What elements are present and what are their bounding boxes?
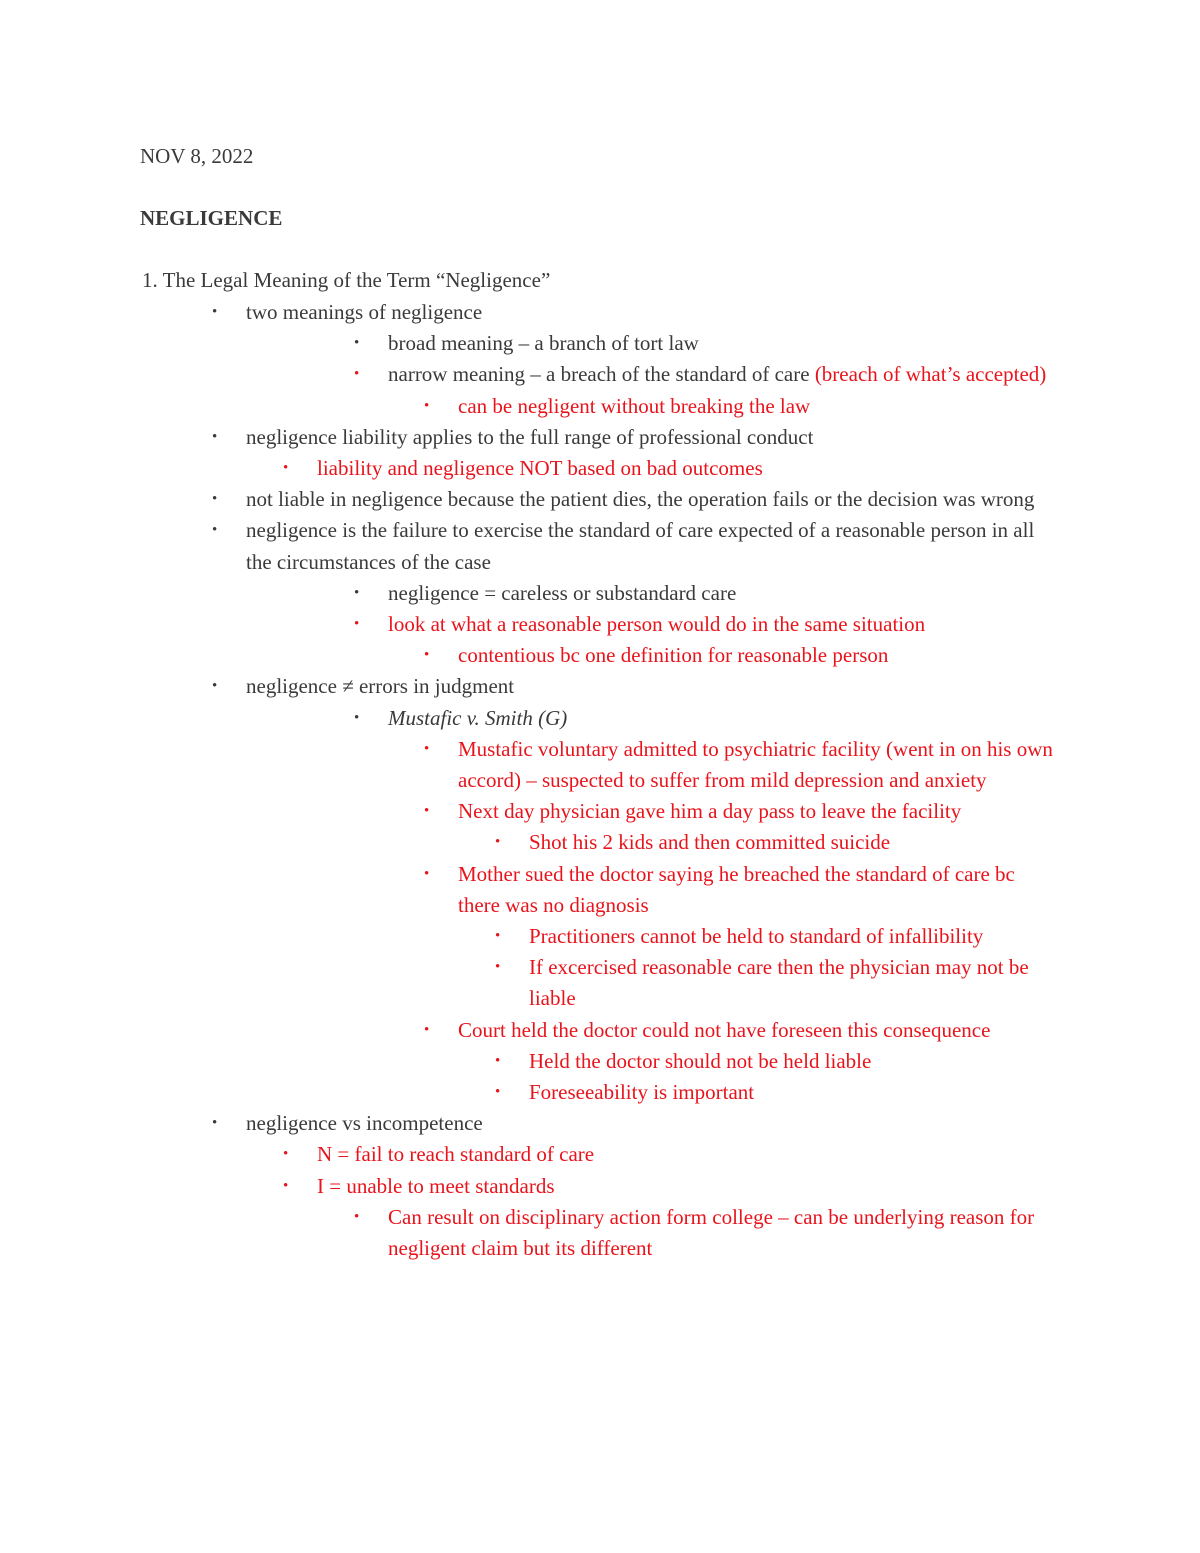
bullet-text: Foreseeability is important — [529, 1080, 755, 1105]
bullet-text: contentious bc one definition for reasonable person — [458, 643, 889, 668]
bullet-text: Shot his 2 kids and then committed suicide — [529, 830, 891, 855]
bullet-text: negligence = careless or substandard care — [388, 580, 737, 605]
bullet-text: liability and negligence NOT based on bad outcomes — [317, 456, 763, 481]
bullet-dot: • — [283, 460, 289, 477]
bullet-notes-list — [0, 297, 1200, 1264]
bullet-item-level-5 — [495, 921, 1062, 952]
bullet-dot: • — [283, 1177, 289, 1194]
bullet-dot: • — [354, 366, 360, 383]
bullet-dot: • — [354, 335, 360, 352]
bullet-dot: • — [354, 1208, 360, 1225]
bullet-dot: • — [212, 678, 218, 695]
bullet-item-level-3 — [354, 1202, 1062, 1264]
bullet-item-level-5 — [495, 952, 1062, 1014]
bullet-text: Mother sued the doctor saying he breached the standard of care bc there was no diagnosis — [458, 861, 1015, 917]
bullet-item-level-5 — [495, 827, 1062, 858]
bullet-item-level-4 — [424, 1015, 1062, 1046]
bullet-item-level-1 — [212, 297, 1062, 328]
bullet-dot: • — [495, 1084, 501, 1101]
bullet-dot: • — [354, 616, 360, 633]
bullet-item-level-2 — [283, 1171, 1062, 1202]
bullet-text: negligence liability applies to the full range of professional conduct — [246, 424, 814, 449]
page-title: NEGLIGENCE — [140, 206, 283, 230]
bullet-dot: • — [424, 647, 430, 664]
note-date: NOV 8, 2022 — [140, 144, 254, 168]
bullet-item-level-1 — [212, 484, 1062, 515]
bullet-dot: • — [424, 1021, 430, 1038]
bullet-dot: • — [495, 928, 501, 945]
bullet-item-level-4 — [424, 796, 1062, 827]
bullet-dot: • — [354, 584, 360, 601]
bullet-item-level-1 — [212, 671, 1062, 702]
bullet-dot: • — [212, 304, 218, 320]
bullet-text: N = fail to reach standard of care — [317, 1142, 595, 1167]
bullet-dot: • — [212, 1115, 218, 1132]
bullet-dot: • — [424, 740, 430, 757]
bullet-text: Next day physician gave him a day pass to leave the facility — [458, 799, 962, 824]
bullet-item-level-1 — [212, 1108, 1062, 1139]
bullet-item-level-5 — [495, 1077, 1062, 1108]
bullet-text: Court held the doctor could not have foreseen this consequence — [458, 1017, 991, 1042]
bullet-dot: • — [424, 803, 430, 820]
bullet-dot: • — [424, 865, 430, 882]
section-heading: 1. The Legal Meaning of the Term “Negligence” — [142, 268, 551, 292]
bullet-text: I = unable to meet standards — [317, 1173, 555, 1198]
bullet-item-level-4 — [424, 640, 1062, 671]
bullet-item-level-3 — [354, 578, 1062, 609]
bullet-item-level-3 — [354, 609, 1062, 640]
bullet-text: Mustafic voluntary admitted to psychiatric facility (went in on his own accord) – suspected to suffer from mild depression and anxiety — [458, 736, 1053, 793]
bullet-text: negligence vs incompetence — [246, 1111, 483, 1136]
bullet-item-level-3 — [354, 359, 1062, 390]
bullet-dot: • — [495, 1052, 501, 1069]
bullet-item-level-2 — [283, 1139, 1062, 1170]
bullet-dot: • — [495, 959, 501, 976]
bullet-item-level-4 — [424, 391, 1062, 422]
bullet-item-level-3 — [354, 328, 1062, 359]
bullet-text: broad meaning – a branch of tort law — [388, 331, 699, 356]
bullet-dot: • — [354, 709, 360, 726]
bullet-item-level-1 — [212, 422, 1062, 453]
bullet-dot: • — [495, 834, 501, 851]
bullet-text: Can result on disciplinary action form college – can be underlying reason for negligent claim but its different — [388, 1204, 1035, 1261]
bullet-dot: • — [212, 491, 218, 508]
bullet-text: not liable in negligence because the patient dies, the operation fails or the decision was wrong — [246, 487, 1035, 512]
bullet-item-level-4 — [424, 859, 1062, 921]
bullet-item-level-1 — [212, 515, 1062, 577]
bullet-text: two meanings of negligence — [246, 300, 483, 324]
bullet-text: Practitioners cannot be held to standard of infallibility — [529, 924, 984, 949]
bullet-item-level-2 — [283, 453, 1062, 484]
bullet-text: Held the doctor should not be held liable — [529, 1048, 872, 1073]
bullet-item-level-5 — [495, 1046, 1062, 1077]
bullet-text: If excercised reasonable care then the physician may not be liable — [529, 955, 1029, 1011]
bullet-dot: • — [424, 397, 430, 414]
bullet-item-level-3 — [354, 703, 1062, 734]
bullet-text: can be negligent without breaking the law — [458, 393, 811, 418]
bullet-text-annotation: (breach of what’s accepted) — [814, 362, 1047, 387]
bullet-dot: • — [283, 1146, 289, 1163]
bullet-text: Mustafic v. Smith (G) — [388, 705, 568, 730]
bullet-text: negligence ≠ errors in judgment — [246, 674, 515, 699]
bullet-item-level-4 — [424, 734, 1062, 796]
bullet-text: look at what a reasonable person would do in the same situation — [388, 612, 926, 637]
bullet-dot: • — [212, 428, 218, 445]
bullet-text: narrow meaning – a breach of the standard of care — [388, 362, 815, 387]
bullet-dot: • — [212, 522, 218, 539]
bullet-text: negligence is the failure to exercise the standard of care expected of a reasonable person in all the circumstances of the case — [246, 518, 1035, 574]
